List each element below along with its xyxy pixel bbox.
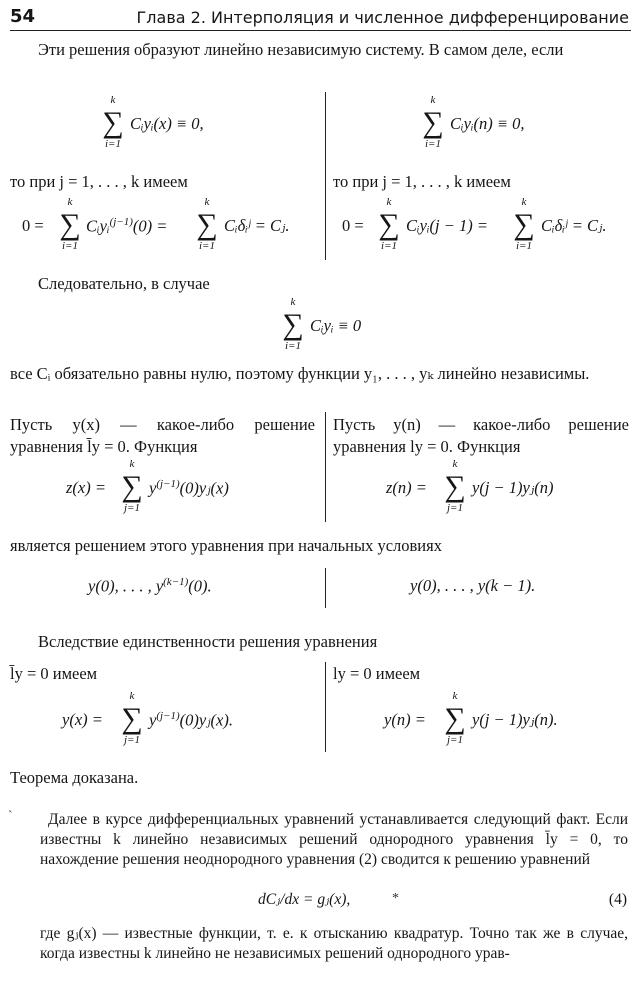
paragraph-consequently: Следовательно, в случае (38, 274, 210, 293)
eq2-left-result: Cᵢδᵢʲ = Cⱼ. (224, 216, 290, 235)
paragraph-uniqueness: Вследствие единственности решения уравнения (38, 632, 378, 651)
column-divider (325, 92, 326, 260)
sum-operator: k ∑ i=1 (422, 94, 444, 150)
eq2-right-lhs: 0 = (342, 216, 364, 235)
paragraph-intro: Эти решения образуют линейно независимую систему. В самом деле, если (38, 40, 564, 59)
eq-y-right-lhs: y(n) = (384, 710, 426, 729)
equation-center: Cᵢyᵢ ≡ 0 (310, 316, 362, 335)
text-let-right: Пусть y(n) — какое-либо решение уравнения ly = 0. Функция (333, 415, 629, 457)
equation-sum-zero-left: Cᵢyᵢ(x) ≡ 0, (130, 114, 204, 133)
eq-z-right-lhs: z(n) = (386, 478, 427, 497)
text-let-left: Пусть y(x) — какое-либо решение уравнения l̄y = 0. Функция (10, 415, 315, 457)
column-divider (325, 412, 326, 522)
sum-operator: k ∑ i=1 (196, 196, 218, 252)
sum-operator: k ∑ i=1 (513, 196, 535, 252)
header-rule (10, 30, 631, 31)
sum-operator: k ∑ i=1 (282, 296, 304, 352)
paragraph-where: где gⱼ(x) — известные функции, т. е. к отысканию квадратур. Точно так же в случае, когда известны k линейно не независимых решений однородного урав- (40, 925, 628, 962)
initial-conditions-right: y(0), . . . , y(k − 1). (410, 576, 536, 595)
paragraph-further: Далее в курсе дифференциальных уравнений устанавливается следующий факт. Если известны k линейно независимых решений однородного уравнения l̄y = 0, то нахождение решения неоднородного уравнения (2) сводится к решению уравнений (40, 811, 628, 868)
eq-y-left-rhs: $y^{(j-1)}(0)yⱼ(x)$. (149, 710, 233, 730)
stray-asterisk: * (392, 891, 399, 906)
sum-operator: k ∑ j=1 (121, 458, 143, 514)
column-divider (325, 568, 326, 608)
text-then-right: то при j = 1, . . . , k имеем (333, 172, 511, 191)
text-then-left: то при j = 1, . . . , k имеем (10, 172, 188, 191)
sum-operator: k ∑ j=1 (121, 690, 143, 746)
running-title: Глава 2. Интерполяция и численное дифференцирование (136, 8, 629, 27)
page-number: 54 (10, 6, 36, 27)
equation-sum-zero-right: Cᵢyᵢ(n) ≡ 0, (450, 114, 525, 133)
margin-mark: ` (8, 809, 13, 824)
paragraph-solution: является решением этого уравнения при начальных условиях (10, 536, 442, 555)
sum-operator: k ∑ i=1 (378, 196, 400, 252)
eq2-right-result: Cᵢδᵢʲ = Cⱼ. (541, 216, 607, 235)
sum-operator: k ∑ i=1 (102, 94, 124, 150)
equation-number: (4) (608, 891, 627, 908)
column-divider (325, 662, 326, 752)
sum-operator: k ∑ i=1 (59, 196, 81, 252)
eq2-left-term: Cᵢyᵢ$^{(j-1)}$(0) = (86, 216, 168, 236)
paragraph-independent: все Cᵢ обязательно равны нулю, поэтому функции y₁, . . . , yₖ линейно независимы. (10, 364, 590, 383)
sum-operator: k ∑ j=1 (444, 458, 466, 514)
equation-4: dCⱼ/dx = gⱼ(x), (258, 891, 351, 908)
theorem-proved: Теорема доказана. (10, 768, 139, 787)
eq-y-left-lhs: y(x) = (62, 710, 103, 729)
eq-z-left-rhs: $y^{(j-1)}(0)yⱼ(x)$ (149, 478, 229, 498)
text-we-have-right: ly = 0 имеем (333, 664, 421, 683)
eq-y-right-rhs: y(j − 1)yⱼ(n). (472, 710, 558, 729)
eq-z-left-lhs: z(x) = (66, 478, 106, 497)
initial-conditions-left: y(0), . . . , $y^{(k-1)}(0)$. (88, 576, 212, 596)
eq-z-right-rhs: y(j − 1)yⱼ(n) (472, 478, 554, 497)
sum-operator: k ∑ j=1 (444, 690, 466, 746)
text-we-have-left: l̄y = 0 имеем (10, 664, 98, 683)
eq2-left-lhs: 0 = (22, 216, 44, 235)
eq2-right-term: Cᵢyᵢ(j − 1) = (406, 216, 489, 235)
